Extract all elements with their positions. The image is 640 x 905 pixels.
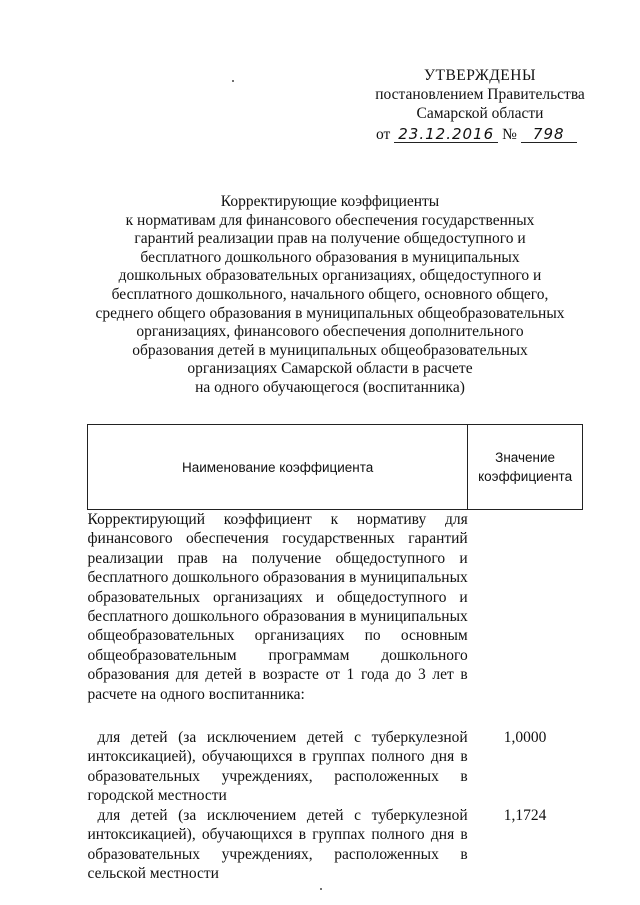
- approval-line-1: постановлением Правительства: [375, 86, 585, 103]
- approval-stamp: [360, 66, 600, 144]
- header-value-line-1: Значение: [495, 450, 556, 465]
- spacer-row: [88, 704, 583, 728]
- approval-date-line: [360, 125, 600, 144]
- title-line: бесплатного дошкольного образования в муниципальных: [140, 248, 520, 266]
- title-line: организациях, финансового обеспечения дополнительного: [136, 323, 524, 341]
- ot-prefix: от: [376, 126, 391, 143]
- number-prefix: №: [502, 126, 517, 143]
- row-description: [88, 728, 468, 806]
- header-value-line-2: коэффициента: [478, 469, 573, 484]
- approval-title: УТВЕРЖДЕНЫ: [424, 67, 536, 84]
- row-value: 1,0000: [503, 729, 547, 747]
- table-row: [88, 806, 583, 884]
- title-line: гарантий реализации прав на получение общедоступного и: [134, 230, 526, 248]
- title-line: организациях Самарской области в расчете: [187, 360, 473, 378]
- section-description-row: [88, 510, 583, 705]
- handwritten-number: 798: [521, 126, 577, 143]
- section-description-value: [468, 510, 583, 705]
- table-row: [88, 728, 583, 806]
- title-line: на одного обучающегося (воспитанника): [195, 378, 465, 396]
- header-coefficient-value: [468, 425, 583, 510]
- title-line: к нормативам для финансового обеспечения государственных: [125, 211, 535, 229]
- row-description-text: для детей (за исключением детей с туберкулезной интоксикацией), обучающихся в группах полного дня в образовательных учреждениях, расположенных в городской местности: [87, 729, 468, 805]
- coefficients-table: [87, 424, 583, 883]
- title-line: среднего общего образования в муниципальных общеобразовательных: [95, 304, 565, 322]
- handwritten-date: 23.12.2016: [394, 126, 498, 143]
- section-description: Корректирующий коэффициент к нормативу для финансового обеспечения государственных гарантий реализации прав на получение общедоступного и бесплатного дошкольного образования в муниципальных образовательных организациях и общедоступного и бесплатного дошкольного образования в муниципальных общеобразовательных организациях по основным общеобразовательным программам дошкольного образования для детей в возрасте от 1 года до 3 лет в расчете на одного воспитанника:: [87, 511, 468, 703]
- title-line: образования детей в муниципальных общеобразовательных: [132, 341, 528, 359]
- scan-speck-top: [232, 80, 234, 82]
- row-value: 1,1724: [503, 806, 547, 824]
- row-description-text: для детей (за исключением детей с туберкулезной интоксикацией), обучающихся в группах полного дня в образовательных учреждениях, расположенных в сельской местности: [87, 806, 468, 882]
- title-line: бесплатного дошкольного, начального общего, основного общего,: [111, 285, 549, 303]
- title-line: дошкольных образовательных организациях, общедоступного и: [118, 267, 542, 285]
- title-line: Корректирующие коэффициенты: [220, 193, 440, 210]
- table-header-row: [88, 425, 583, 510]
- approval-line-2: Самарской области: [416, 105, 544, 122]
- header-coefficient-name: Наименование коэффициента: [88, 425, 468, 510]
- row-description: [88, 806, 468, 884]
- document-title: [90, 193, 570, 398]
- scan-speck-bottom: [320, 888, 322, 890]
